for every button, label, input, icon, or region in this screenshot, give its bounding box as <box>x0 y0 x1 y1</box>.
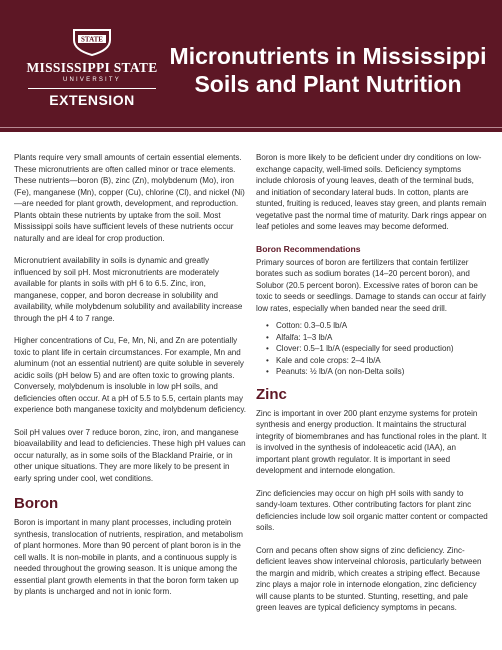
logo-line-extension: EXTENSION <box>49 92 135 108</box>
boron-deficiency-paragraph: Boron is more likely to be deficient under dry conditions on low-exchange capacity, well-limed soils. Deficiency symptoms include chlorosis of young leaves, death of the terminal buds, and initiation of secondary lateral buds. In cotton, plants are stunted, fruiting is reduced, leaves stay green, and plants remain vegetative past the normal time of maturity. Dark rings appear on leaf petioles and some leaves may become deformed. <box>256 153 487 231</box>
toxicity-paragraph: Higher concentrations of Cu, Fe, Mn, Ni, and Zn are potentially toxic to plant life in certain circumstances. For example, Mn and aluminum (not an essential nutrient) are quite soluble in severely acidic soils (pH below 5) and are often toxic to growing plants. Conversely, molybdenum is insoluble in low pH soils, and deficiencies often occur. At a pH of 5.5 to 5.5, certain plants may experience both manganese toxicity and molybdenum deficiency. <box>14 336 247 414</box>
logo-line-university: UNIVERSITY <box>62 77 121 83</box>
header-rule <box>0 127 502 128</box>
zinc-symptoms-paragraph: Corn and pecans often show signs of zinc deficiency. Zinc-deficient leaves show interveinal chlorosis, particularly between the margin and midrib, which creates a striping effect. Because zinc plays a major role in internode elongation, zinc deficiency will cause plants to be stunted. Stunting, resetting, and pale green leaves are typical deficiency symptoms in pecans. <box>256 545 482 612</box>
logo-divider <box>28 88 156 89</box>
header-banner <box>0 0 502 132</box>
intro-paragraph: Plants require very small amounts of certain essential elements. These micronutrients are often called minor or trace elements. These nutrients—boron (B), zinc (Zn), molybdenum (Mo), iron (Fe), manganese (Mn), copper (Cu), chlorine (Cl), and nickel (Ni)—are needed for plant growth, development, and reproduction. Plants obtain these nutrients by uptake from the soil. Most Mississippi soils have sufficient levels of these nutrients occur naturally and are ideal for crop production. <box>14 153 245 243</box>
list-item: • Cotton: 0.3–0.5 lb/A <box>266 320 488 332</box>
left-column <box>14 152 246 609</box>
list-item: • Clover: 0.5–1 lb/A (especially for seed production) <box>266 343 488 355</box>
boron-heading: Boron <box>14 495 59 512</box>
document-title: Micronutrients in Mississippi Soils and Plant Nutrition <box>169 43 487 97</box>
right-column <box>256 152 488 625</box>
boron-recommendations-paragraph: Primary sources of boron are fertilizers that contain fertilizer borates such as sodium borates (14–20 percent boron), and Solubor (20.5 percent boron). Excessive rates of boron can be toxic to seeds or seedlings. Damage to stands can occur at fairly low rates, especially when banded near the seed drill. <box>256 257 486 313</box>
zinc-deficiency-paragraph: Zinc deficiencies may occur on high pH soils with sandy to sandy-loam textures. Other contributing factors for plant zinc deficiencies include low soil organic matter content or compacted soils. <box>256 488 488 532</box>
boron-recommendations-heading: Boron Recommendations <box>256 243 361 254</box>
zinc-heading: Zinc <box>256 385 287 403</box>
list-item: • Alfalfa: 1–3 lb/A <box>266 332 488 344</box>
shield-text: STATE <box>81 35 103 44</box>
list-item: • Kale and cole crops: 2–4 lb/A <box>266 355 488 367</box>
boron-rate-list <box>256 320 488 378</box>
list-item: • Peanuts: ½ lb/A (on non-Delta soils) <box>266 366 488 378</box>
shield-icon <box>70 28 114 56</box>
logo-line-state: MISSISSIPPI STATE <box>26 60 158 75</box>
boron-paragraph: Boron is important in many plant processes, including protein synthesis, translocation of nutrients, respiration, and metabolism of plant hormones. More than 90 percent of plant boron is in the cell walls. It is non-mobile in plants, and a continuous supply is needed throughout the growing season. It is unique among the essential plant growth elements in that the boron form taken up by plants is uncharged and not in ionic form. <box>14 518 244 596</box>
zinc-paragraph: Zinc is important in over 200 plant enzyme systems for protein synthesis and energy production. It maintains the structural integrity of biomembranes and has functional roles in the plant. It is involved in the synthesis of indoleacetic acid (IAA), an important plant growth regulator. It is important in seed development and internode elongation. <box>256 408 487 475</box>
ph-paragraph: Micronutrient availability in soils is dynamic and greatly influenced by soil pH. Most micronutrients are moderately available for plants in soils with pH 6 to 6.5. Zinc, iron, manganese, copper, and boron decrease in solubility and availability, while molybdenum solubility and availability increase through the pH 4 to 7 range. <box>14 256 243 323</box>
high-ph-paragraph: Soil pH values over 7 reduce boron, zinc, iron, and manganese bioavailability and lead to deficiencies. These high pH values can occur naturally, as in some soils of the Blackland Prairie, or in other unique situations. They are more likely to be present in early spring under cool, wet conditions. <box>14 427 246 483</box>
msu-extension-logo <box>22 26 162 126</box>
